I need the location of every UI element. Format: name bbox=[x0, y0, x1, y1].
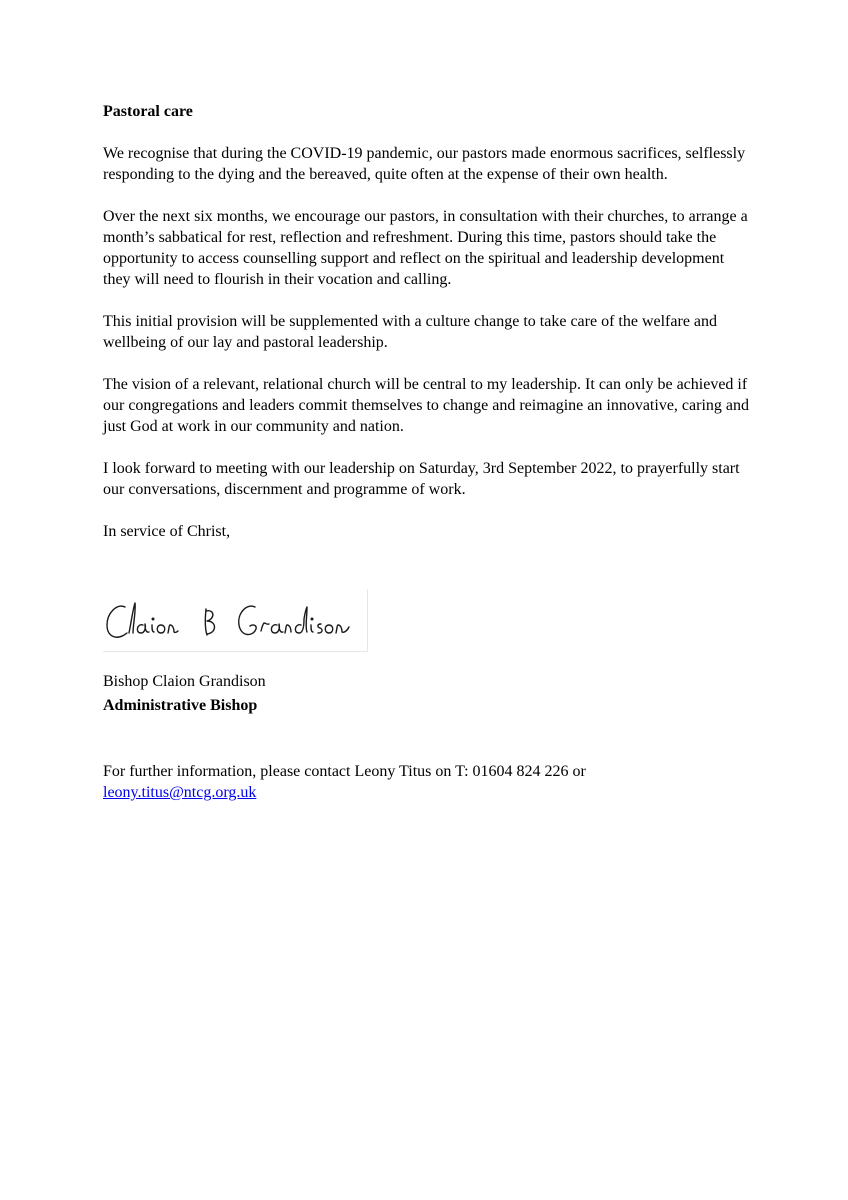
letter-body bbox=[103, 101, 753, 542]
signature-icon bbox=[103, 589, 367, 651]
signer-name: Bishop Claion Grandison bbox=[103, 673, 266, 690]
paragraph-culture-change: This initial provision will be supplemented with a culture change to take care of the welfare and wellbeing of our lay and pastoral leadership. bbox=[103, 313, 718, 351]
paragraph-meeting: I look forward to meeting with our leadership on Saturday, 3rd September 2022, to prayerfully start our conversations, discernment and programme of work. bbox=[103, 460, 740, 498]
paragraph-pandemic: We recognise that during the COVID-19 pandemic, our pastors made enormous sacrifices, selflessly responding to the dying and the bereaved, quite often at the expense of their own health. bbox=[103, 145, 746, 183]
handwritten-signature bbox=[103, 589, 368, 652]
signer-block bbox=[103, 670, 753, 718]
contact-email-link[interactable]: leony.titus@ntcg.org.uk bbox=[103, 784, 257, 801]
closing-line: In service of Christ, bbox=[103, 523, 231, 540]
signer-title: Administrative Bishop bbox=[103, 697, 258, 714]
section-heading: Pastoral care bbox=[103, 103, 193, 120]
contact-text: For further information, please contact Leony Titus on T: 01604 824 226 or bbox=[103, 763, 586, 780]
contact-block bbox=[103, 761, 753, 803]
paragraph-vision: The vision of a relevant, relational church will be central to my leadership. It can only be achieved if our congregations and leaders commit themselves to change and reimagine an innovative, caring and just God at work in our community and nation. bbox=[103, 376, 749, 435]
paragraph-sabbatical: Over the next six months, we encourage our pastors, in consultation with their churches, to arrange a month’s sabbatical for rest, reflection and refreshment. During this time, pastors should take the opportunity to access counselling support and reflect on the spiritual and leadership development they will need to flourish in their vocation and calling. bbox=[103, 208, 748, 288]
